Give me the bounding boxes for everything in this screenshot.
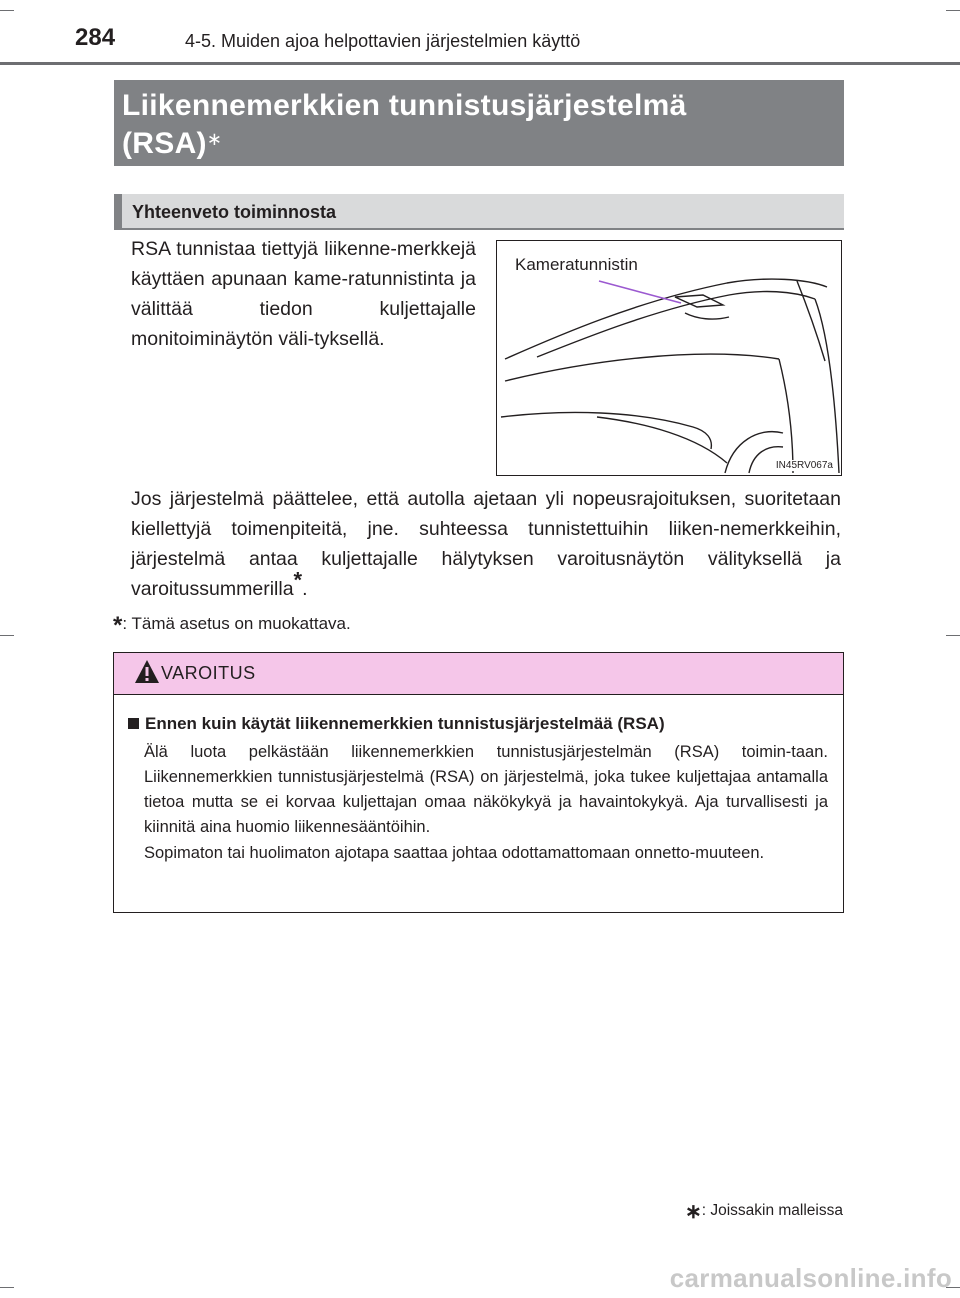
warning-paragraph-2: Sopimaton tai huolimaton ajotapa saattaa johtaa odottamattomaan onnetto-muuteen. — [144, 844, 765, 862]
title-line-2: (RSA)∗ — [122, 127, 223, 160]
crop-mark — [946, 10, 960, 11]
warning-heading: Ennen kuin käytät liikennemerkkien tunnistusjärjestelmää (RSA) — [128, 714, 665, 734]
warning-header — [114, 653, 843, 695]
crop-mark — [0, 1287, 14, 1288]
crop-mark — [0, 10, 14, 11]
square-bullet-icon — [128, 718, 139, 729]
watermark: carmanualsonline.info — [669, 1263, 952, 1293]
settings-note: *: Tämä asetus on muokattava. — [113, 612, 351, 639]
buzzer-asterisk: * — [293, 567, 303, 593]
intro-paragraph: RSA tunnistaa tiettyjä liikenne-merkkejä käyttäen apunaan kame-ratunnistinta ja välittää tiedon kuljettajalle monitoiminäytön väli-tyksellä. — [131, 238, 476, 350]
note-asterisk: * — [113, 612, 123, 639]
camera-sensor-illustration — [496, 240, 842, 476]
warning-paragraph-1: Älä luota pelkästään liikennemerkkien tunnistusjärjestelmän (RSA) toimin-taan. Liikennemerkkien tunnistusjärjestelmä (RSA) on järjestelmä, joka tukee kuljettajaa antamalla tietoa mutta se ei korvaa kuljettajan omaa näkökykyä ja havaintokykyä. Aja turvallisesti ja kiinnitä aina huomio liikennesääntöihin. — [144, 743, 828, 836]
crop-mark — [0, 635, 14, 636]
model-footnote: ∗: Joissakin malleissa — [684, 1201, 843, 1223]
section-heading: Yhteenveto toiminnosta — [114, 194, 844, 230]
page-title — [114, 80, 844, 166]
header-rule — [0, 62, 960, 65]
page-number: 284 — [75, 24, 116, 51]
title-asterisk: ∗ — [206, 129, 223, 149]
warning-title: VAROITUS — [161, 663, 256, 683]
warning-triangle-icon — [134, 659, 160, 685]
crop-mark — [946, 635, 960, 636]
figure-code: IN45RV067a — [775, 460, 833, 471]
title-line-1: Liikennemerkkien tunnistusjärjestelmä — [122, 89, 687, 122]
warning-behavior-paragraph: Jos järjestelmä päättelee, että autolla ajetaan yli nopeusrajoituksen, suoritetaan kiellettyjä toimenpiteitä, jne. suhteessa tunnistettuihin liiken-nemerkkeihin, järjestelmä antaa kuljettajalle hälytyksen varoitusnäytön välityksellä ja varoitussummerilla*. — [131, 488, 841, 600]
camera-sensor-label: Kameratunnistin — [515, 255, 638, 274]
footnote-asterisk: ∗ — [684, 1201, 702, 1223]
running-header: 4-5. Muiden ajoa helpottavien järjestelmien käyttö — [185, 31, 581, 51]
windshield-drawing — [497, 241, 841, 475]
warning-box — [113, 652, 844, 913]
